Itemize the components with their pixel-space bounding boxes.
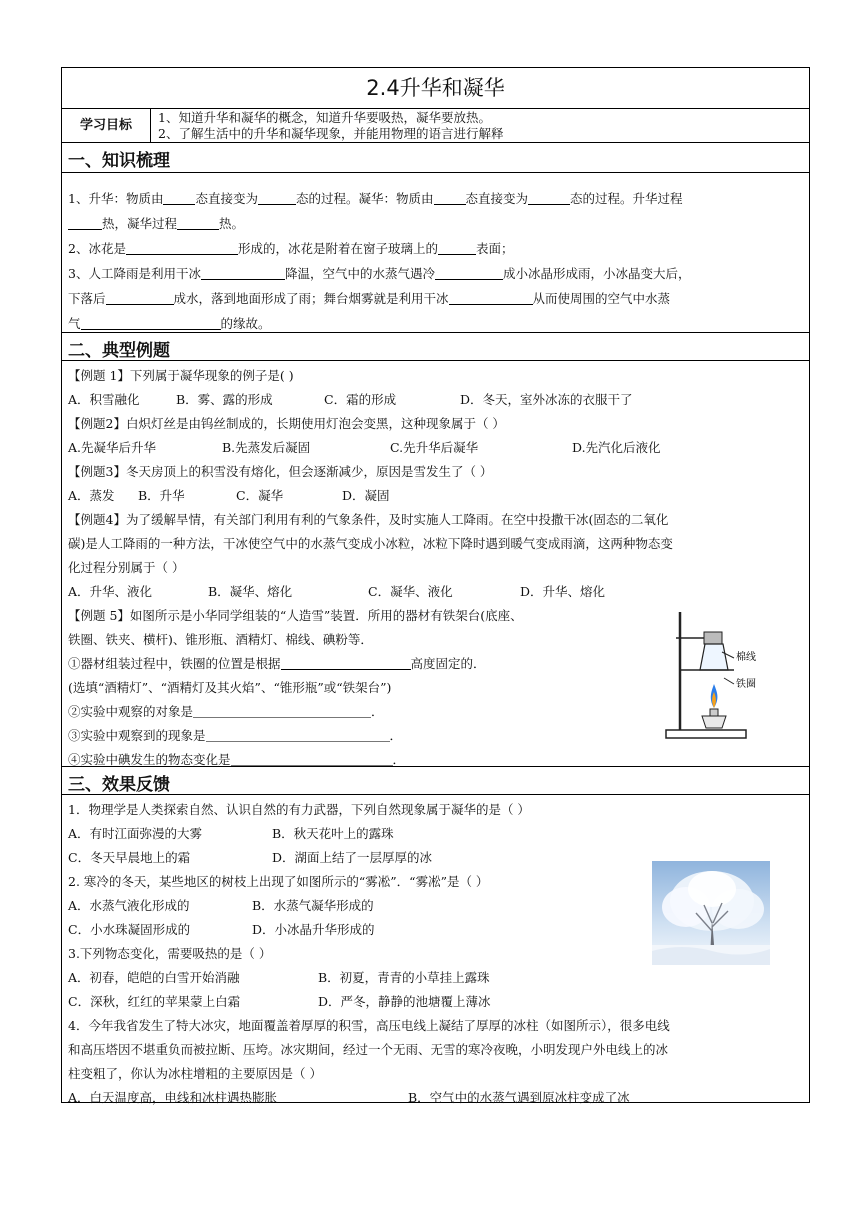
example-5-line-2: 铁圈、铁夹、横杆)、锥形瓶、酒精灯、棉线、碘粉等． [68, 632, 373, 647]
fill-line-1: 1、升华：物质由 态直接变为 态的过程。凝华：物质由 态直接变为 态的过程。升华过程 [68, 191, 683, 206]
frosted-tree-photo [652, 861, 770, 965]
blank[interactable] [438, 241, 476, 255]
example-1-options: A．积雪融化 B．雾、露的形成 C．霜的形成 D．冬天，室外冰冻的衣服干了 [68, 392, 633, 407]
divider [62, 332, 809, 333]
blank[interactable] [177, 216, 219, 230]
blank[interactable] [81, 316, 221, 330]
feedback-q4-line-1: 4．今年我省发生了特大冰灾，地面覆盖着厚厚的积雪，高压电线上凝结了厚厚的冰柱（如图所示），很多电线 [68, 1018, 670, 1033]
feedback-q2-options-2: C．小水珠凝固形成的 D．小冰晶升华形成的 [68, 922, 375, 937]
blank[interactable] [434, 191, 466, 205]
fill-line-3: 2、冰花是 形成的，冰花是附着在窗子玻璃上的 表面； [68, 241, 514, 256]
worksheet [61, 67, 810, 1103]
blank[interactable] [435, 266, 503, 280]
example-5-line-1: 【例题 5】如图所示是小华同学组装的“人造雪”装置．所用的器材有铁架台(底座、 [68, 608, 523, 623]
goal-item: 2、了解生活中的升华和凝华现象，并能用物理的语言进行解释 [158, 126, 504, 141]
divider [62, 172, 809, 173]
goals-list [158, 110, 503, 142]
example-3-options: A．蒸发 B．升华 C．凝华 D．凝固 [68, 488, 390, 503]
blank[interactable] [126, 241, 238, 255]
fill-line-2: 热，凝华过程 热。 [68, 214, 244, 232]
goals-label: 学习目标 [62, 109, 151, 142]
iodine-apparatus-figure [662, 608, 772, 743]
section-heading-knowledge: 一、知识梳理 [68, 151, 170, 171]
divider [62, 766, 809, 767]
feedback-q2: 2. 寒冷的冬天，某些地区的树枝上出现了如图所示的“雾凇”．“雾凇”是（ ） [68, 874, 489, 889]
feedback-q1: 1．物理学是人类探索自然、认识自然的有力武器，下列自然现象属于凝华的是（ ） [68, 802, 530, 817]
feedback-q2-options-1: A．水蒸气液化形成的 B．水蒸气凝华形成的 [68, 898, 374, 913]
blank[interactable] [106, 291, 174, 305]
blank[interactable] [193, 704, 371, 718]
blank[interactable] [68, 216, 102, 230]
fill-line-4: 3、人工降雨是利用干冰 降温，空气中的水蒸气遇冷 成小冰晶形成雨，小冰晶变大后， [68, 266, 691, 281]
example-5-q3: ③实验中观察到的现象是 ． [68, 728, 403, 743]
example-5-hint: (选填“酒精灯”、“酒精灯及其火焰”、“锥形瓶”或“铁架台”) [68, 680, 392, 695]
example-4-line-2: 碳)是人工降雨的一种方法，干冰使空气中的水蒸气变成小冰粒，冰粒下降时遇到暖气变成雨滴，这两种物态变 [68, 536, 673, 551]
section-heading-examples: 二、典型例题 [68, 341, 170, 361]
feedback-q3: 3.下列物态变化，需要吸热的是（ ） [68, 946, 272, 961]
feedback-q3-options-1: A．初春，皑皑的白雪开始消融 B．初夏，青青的小草挂上露珠 [68, 970, 490, 985]
blank[interactable] [281, 656, 411, 670]
blank[interactable] [206, 728, 390, 742]
example-3: 【例题3】冬天房顶上的积雪没有熔化，但会逐渐减少，原因是雪发生了（ ） [68, 464, 493, 479]
divider [62, 360, 809, 361]
example-5-q4: ④实验中碘发生的物态变化是 ． [68, 752, 406, 767]
blank[interactable] [231, 752, 393, 766]
fill-line-5: 下落后 成水，落到地面形成了雨；舞台烟雾就是利用干冰 从而使周围的空气中水蒸 [68, 291, 671, 306]
example-4-options: A．升华、液化 B．凝华、熔化 C．凝华、液化 D．升华、熔化 [68, 584, 606, 599]
fill-line-6: 气 的缘故。 [68, 316, 271, 331]
feedback-q4-line-3: 柱变粗了，你认为冰柱增粗的主要原因是（ ） [68, 1066, 322, 1081]
blank[interactable] [449, 291, 533, 305]
divider [62, 142, 809, 143]
blank[interactable] [258, 191, 296, 205]
divider [62, 794, 809, 795]
feedback-q1-options-1: A．有时江面弥漫的大雾 B．秋天花叶上的露珠 [68, 826, 394, 841]
blank[interactable] [201, 266, 285, 280]
example-5-q1: ①器材组装过程中，铁圈的位置是根据 高度固定的． [68, 656, 486, 671]
example-2-options: A.先凝华后升华 B.先蒸发后凝固 C.先升华后凝华 D.先汽化后液化 [68, 440, 661, 455]
example-4-line-3: 化过程分别属于（ ） [68, 560, 185, 575]
example-4-line-1: 【例题4】为了缓解旱情，有关部门利用有利的气象条件，及时实施人工降雨。在空中投撒干冰(固态的二氧化 [68, 512, 669, 527]
section-heading-feedback: 三、效果反馈 [68, 775, 170, 795]
blank[interactable] [528, 191, 570, 205]
example-5-q2: ②实验中观察的对象是 ． [68, 704, 384, 719]
label-ring: 铁圈 [736, 679, 756, 690]
blank[interactable] [163, 191, 195, 205]
label-cotton: 棉线 [736, 652, 756, 663]
feedback-q4-line-2: 和高压塔因不堪重负而被拉断、压垮。冰灾期间，经过一个无雨、无雪的寒冷夜晚，小明发现户外电线上的冰 [68, 1042, 669, 1057]
goal-item: 1、知道升华和凝华的概念，知道升华要吸热，凝华要放热。 [158, 110, 491, 125]
page-title: 2.4升华和凝华 [366, 76, 505, 100]
example-1: 【例题 1】下列属于凝华现象的例子是( ) [68, 368, 294, 383]
feedback-q1-options-2: C．冬天早晨地上的霜 D．湖面上结了一层厚厚的冰 [68, 850, 433, 865]
divider [62, 108, 809, 109]
feedback-q4-options: A．白天温度高，电线和冰柱遇热膨胀 B．空气中的水蒸气遇到原冰柱变成了冰 [68, 1090, 630, 1105]
example-2: 【例题2】白炽灯丝是由钨丝制成的，长期使用灯泡会变黑，这种现象属于（ ） [68, 416, 505, 431]
feedback-q3-options-2: C．深秋，红红的苹果蒙上白霜 D．严冬，静静的池塘覆上薄冰 [68, 994, 491, 1009]
